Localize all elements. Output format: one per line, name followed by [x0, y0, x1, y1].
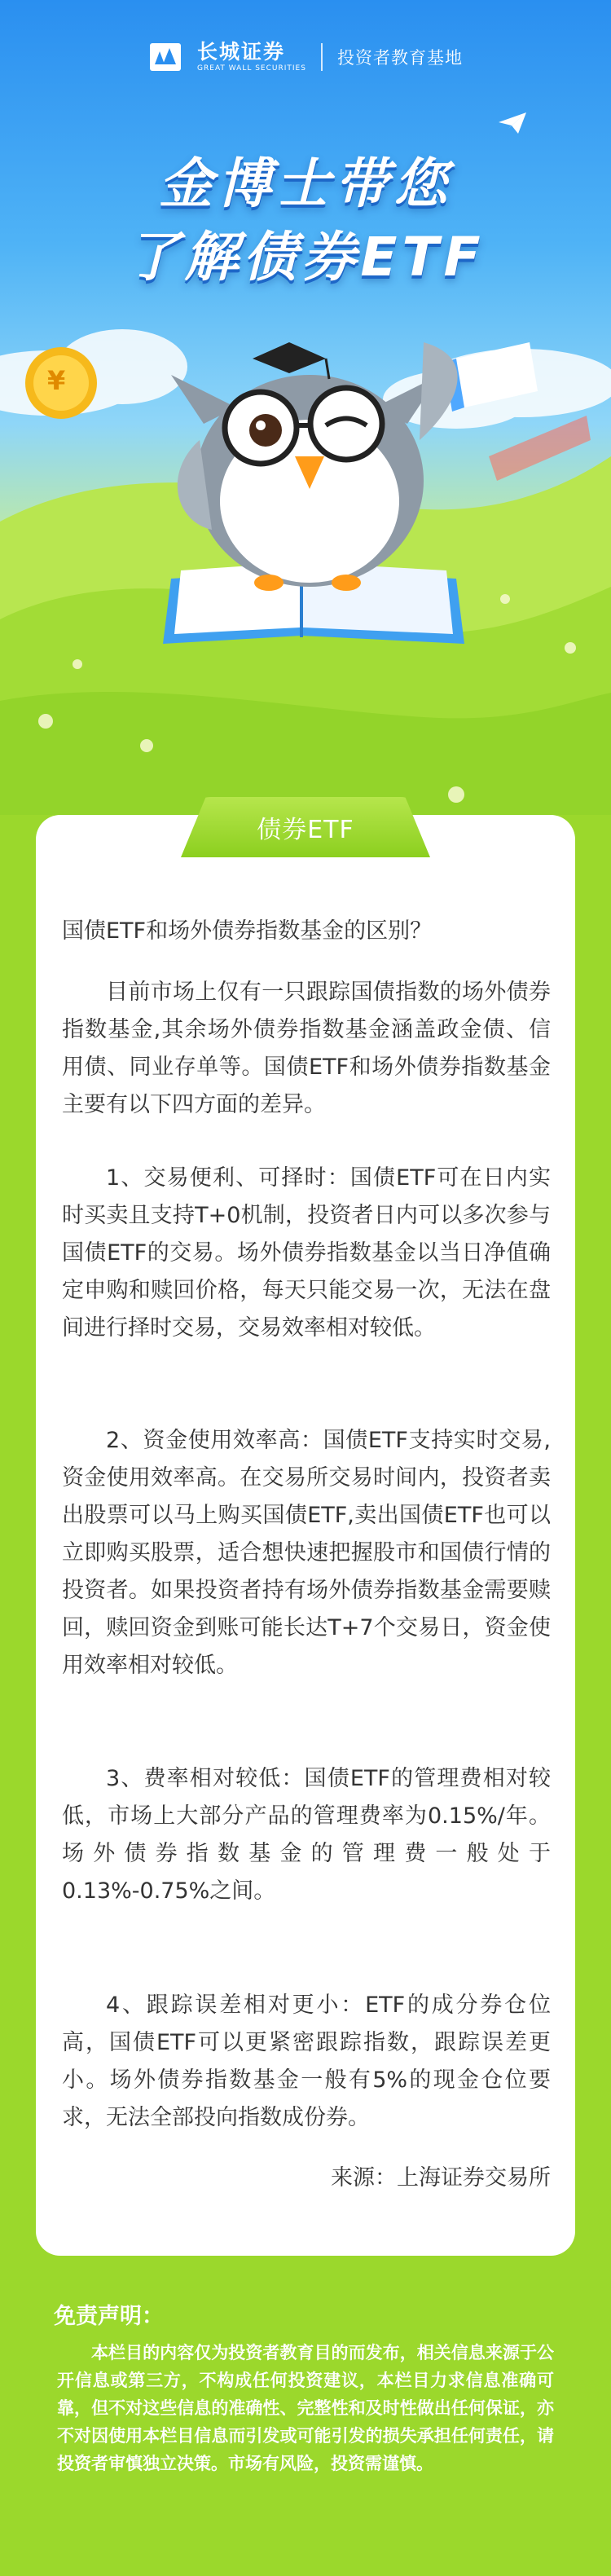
- hero-banner: [0, 0, 611, 815]
- source-note: 来源：上海证券交易所: [331, 2165, 551, 2191]
- coin-glyph: ¥: [47, 365, 66, 396]
- brand-name-cn: 长城证券: [197, 40, 286, 64]
- disclaimer-text: 本栏目的内容仅为投资者教育目的而发布，相关信息来源于公开信息或第三方，不构成任何投资建议，本栏目力求信息准确可靠，但不对这些信息的准确性、完整性和及时性做出任何保证，亦不对因使用本栏目信息而引发或可能引发的损失承担任何责任，请投资者审慎独立决策。市场有风险，投资需谨慎。: [57, 2343, 554, 2473]
- paragraph-intro: 目前市场上仅有一只跟踪国债指数的场外债券指数基金,其余场外债券指数基金涵盖政金债、信用债、同业存单等。国债ETF和场外债券指数基金主要有以下四方面的差异。: [62, 980, 551, 1117]
- paragraph-point-1: 1、交易便利、可择时：国债ETF可在日内实时买卖且支持T+0机制，投资者日内可以多次参与国债ETF的交易。场外债券指数基金以当日净值确定申购和赎回价格，每天只能交易一次，无法在盘间进行择时交易，交易效率相对较低。: [62, 1165, 551, 1341]
- card-tab-label: 债券ETF: [257, 816, 354, 844]
- header-subtitle: 投资者教育基地: [336, 48, 463, 68]
- paragraph-point-3: 3、费率相对较低：国债ETF的管理费相对较低，市场上大部分产品的管理费率为0.15%/年。场外债券指数基金的管理费一般处于0.13%-0.75%之间。: [62, 1766, 551, 1904]
- great-wall-logo-icon: [148, 40, 182, 74]
- hero-title-line2: 了解债券ETF: [125, 226, 486, 288]
- paragraph-point-2: 2、资金使用效率高：国债ETF支持实时交易,资金使用效率高。在交易所交易时间内，投资者卖出股票可以马上购买国债ETF,卖出国债ETF也可以立即购买股票，适合想快速把握股市和国债行情的投资者。如果投资者持有场外债券指数基金需要赎回，赎回资金到账可能长达T+7个交易日，资金使用效率相对较低。: [62, 1428, 551, 1678]
- brand-header: [0, 34, 611, 80]
- paper-plane-icon: [499, 112, 526, 134]
- disclaimer-title: 免责声明：: [54, 2304, 164, 2329]
- paragraph-point-4: 4、跟踪误差相对更小：ETF的成分券仓位高，国债ETF可以更紧密跟踪指数，跟踪误差更小。场外债券指数基金一般有5%的现金仓位要求，无法全部投向指数成份券。: [62, 1993, 551, 2130]
- question-heading: 国债ETF和场外债券指数基金的区别？: [62, 918, 433, 944]
- header-divider: [321, 43, 323, 71]
- brand-name-en: GREAT WALL SECURITIES: [197, 64, 306, 73]
- hero-title-line1: 金博士带您: [159, 152, 452, 215]
- brand-logo-text: [197, 41, 306, 73]
